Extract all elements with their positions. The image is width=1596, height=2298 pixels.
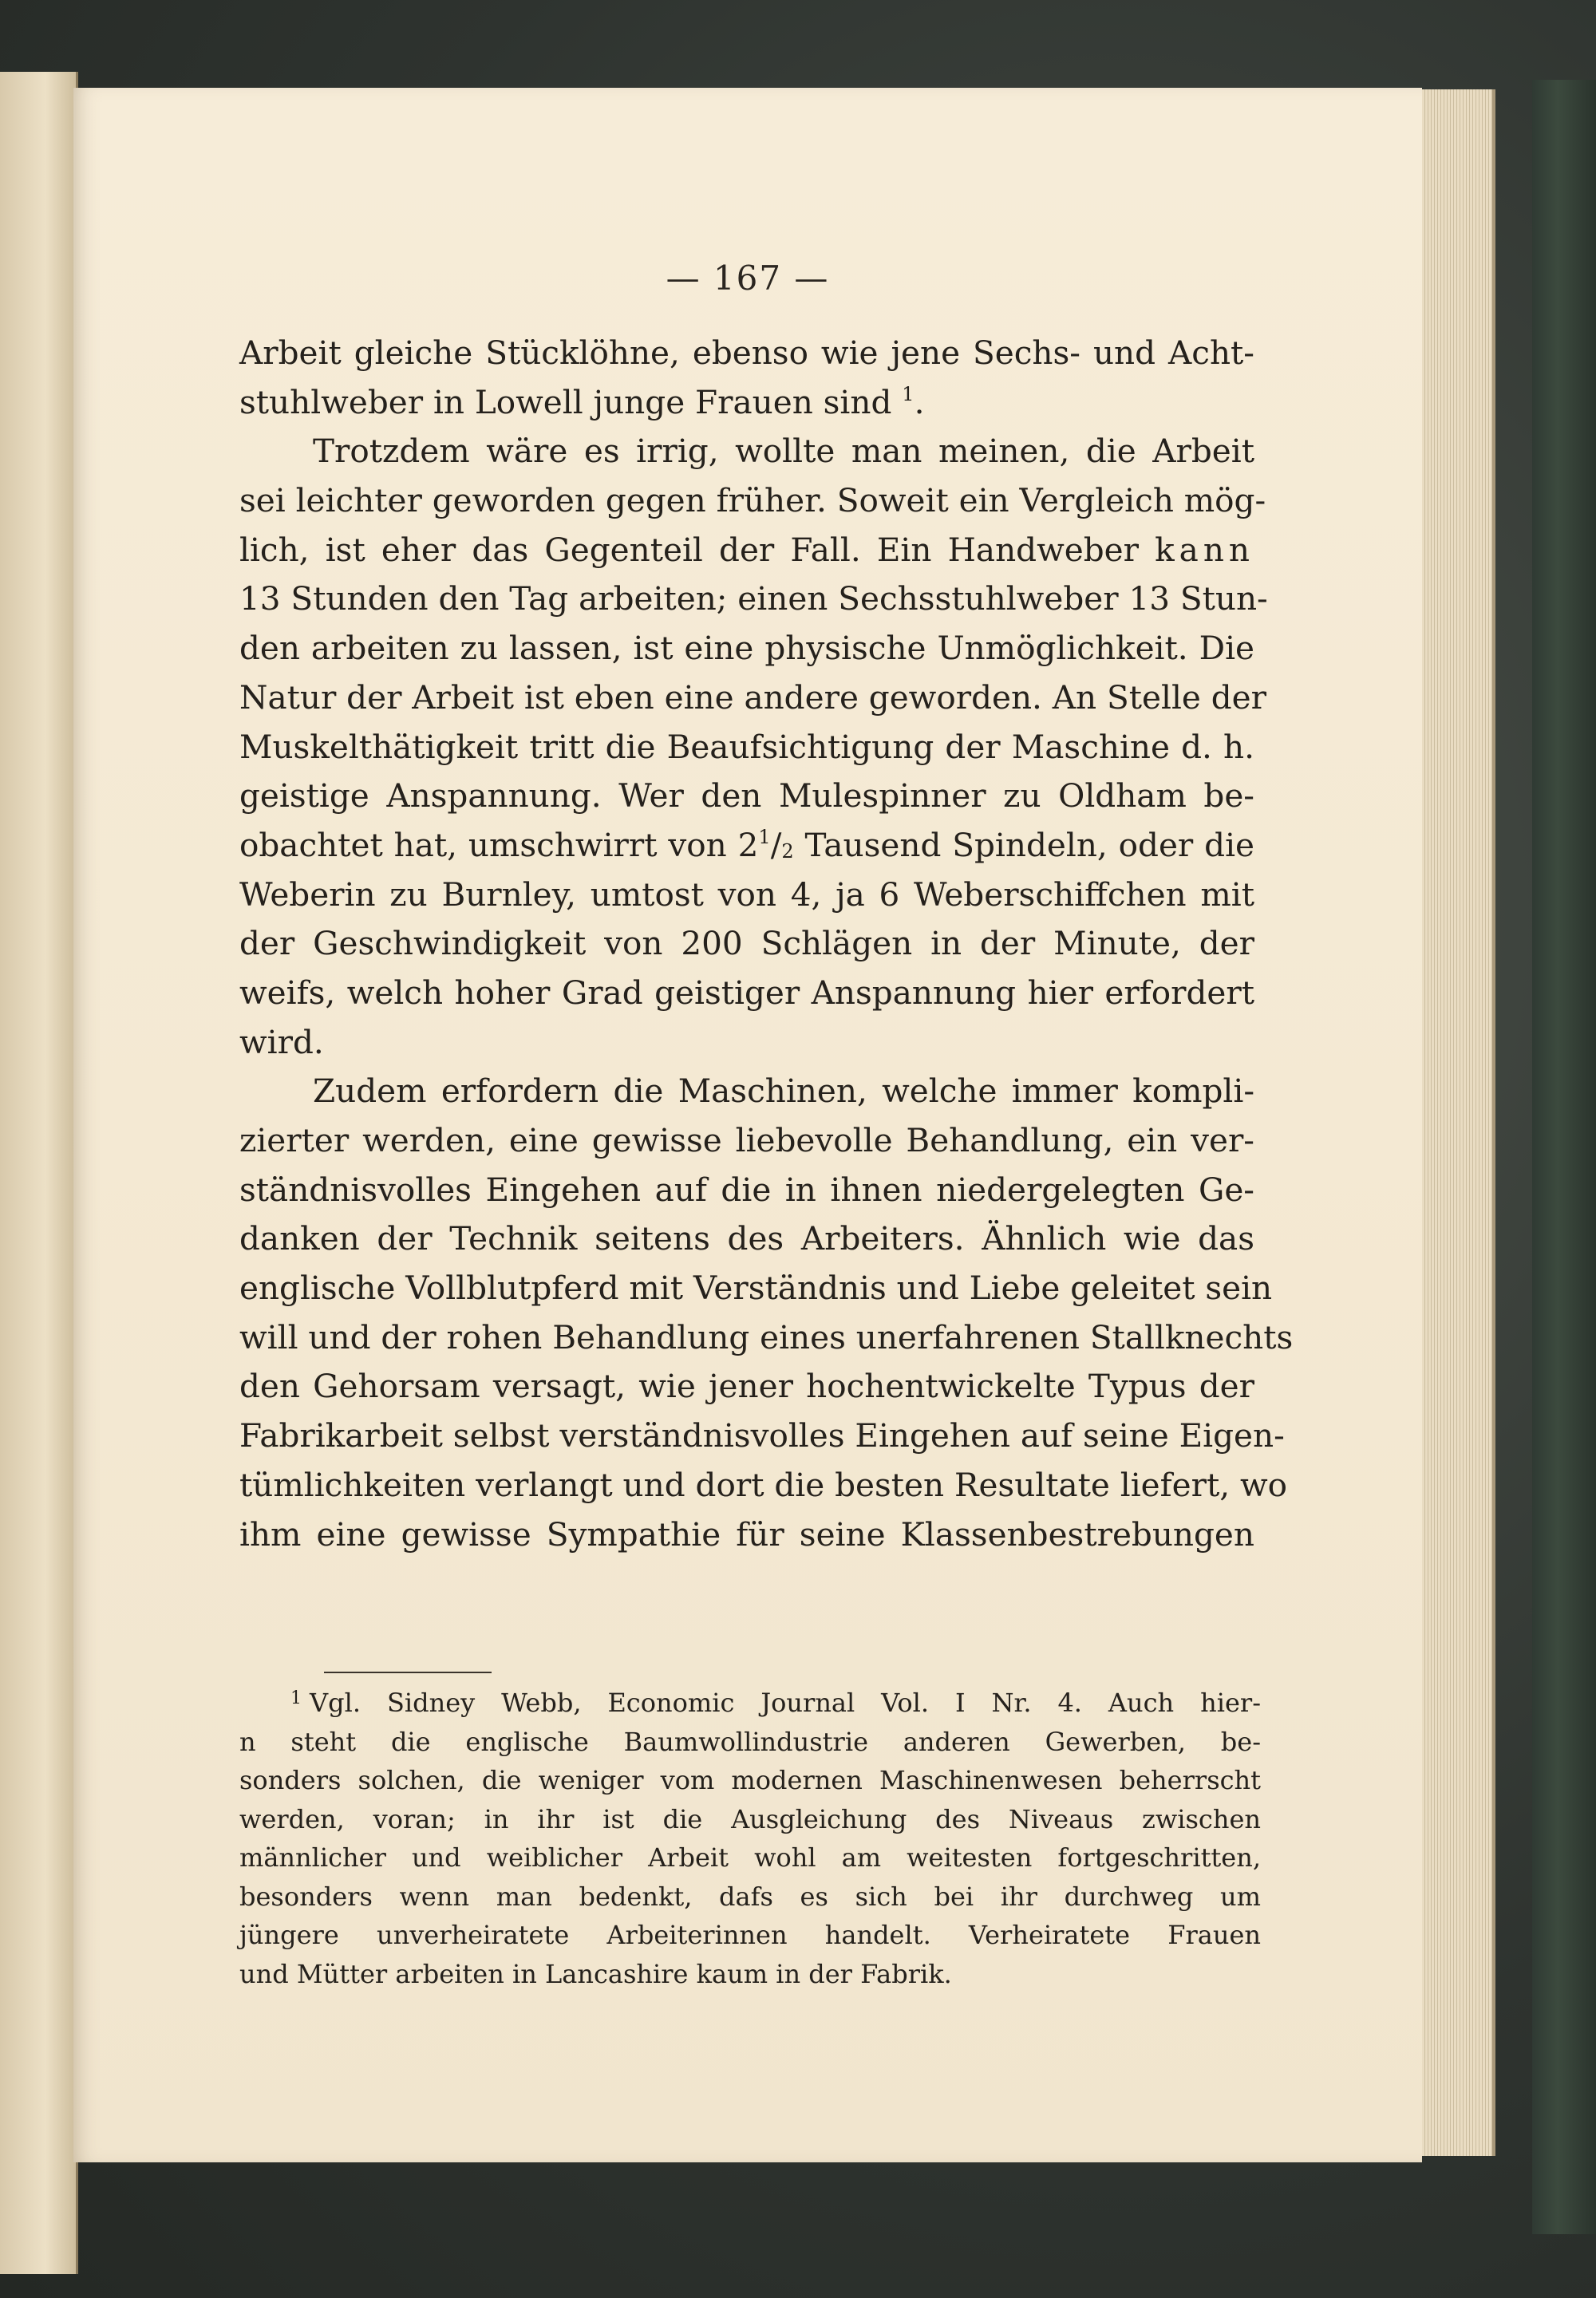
footnote-line-1 — [239, 1684, 1261, 1723]
body-line-5 — [239, 526, 1254, 575]
body-line-9: Muskelthätigkeit tritt die Beaufsichtigung der Maschine d. h. — [239, 727, 1254, 766]
footnote-line-4: werden, voran; in ihr ist die Ausgleichung des Niveaus zwischen — [239, 1803, 1261, 1834]
footnote-mark: 1 — [290, 1688, 302, 1708]
fraction-slash: / — [770, 825, 782, 864]
body-line-11 — [239, 821, 1254, 871]
book-cover-edge — [1532, 80, 1596, 2234]
footnote-line-8: und Mütter arbeiten in Lancashire kaum in der Fabrik. — [239, 1958, 952, 1989]
body-line-6: 13 Stunden den Tag arbeiten; einen Sechsstuhlweber 13 Stun- — [239, 579, 1268, 618]
body-line-8: Natur der Arbeit ist eben eine andere geworden. An Stelle der — [239, 677, 1267, 717]
body-line-7: den arbeiten zu lassen, ist eine physische Unmöglichkeit. Die — [239, 629, 1254, 668]
footnote-line-5: männlicher und weiblicher Arbeit wohl am weitesten fortgeschritten, — [239, 1842, 1261, 1873]
body-line-21: will und der rohen Behandlung eines unerfahrenen Stallknechts — [239, 1317, 1294, 1356]
body-line-17: zierter werden, eine gewisse liebevolle Behandlung, ein ver- — [239, 1121, 1254, 1159]
body-line-19: danken der Technik seitens des Arbeiters. Ähnlich wie das — [239, 1219, 1254, 1258]
body-line-18: ständnisvolles Eingehen auf die in ihnen niedergelegten Ge- — [239, 1170, 1254, 1209]
body-line-15: wird. — [239, 1022, 324, 1061]
body-text — [239, 329, 1294, 1559]
footnote-line-2: n steht die englische Baumwollindustrie anderen Gewerben, be- — [239, 1726, 1261, 1757]
body-line-1: Arbeit gleiche Stücklöhne, ebenso wie jene Sechs- und Acht- — [239, 334, 1254, 372]
spaced-word: kann — [1155, 530, 1254, 569]
body-line-10: geistige Anspannung. Wer den Mulespinner zu Oldham be- — [239, 776, 1254, 815]
body-line-4: sei leichter geworden gegen früher. Soweit ein Vergleich mög- — [239, 481, 1266, 520]
body-line-5-text: lich, ist eher das Gegenteil der Fall. Ein Handweber — [239, 530, 1139, 569]
footnote-line-3: sonders solchen, die weniger vom modernen Maschinenwesen beherrscht — [239, 1765, 1261, 1795]
footnote-divider — [324, 1672, 492, 1673]
body-line-11-start: obachtet hat, umschwirrt von — [239, 825, 727, 864]
body-line-22: den Gehorsam versagt, wie jener hochentwickelte Typus der — [239, 1367, 1254, 1406]
book-page — [73, 88, 1422, 2162]
footnote-line-7: jüngere unverheiratete Arbeiterinnen handelt. Verheiratete Frauen — [239, 1920, 1261, 1950]
fraction — [738, 826, 794, 864]
page-edges-stack — [1412, 89, 1495, 2156]
body-line-13: der Geschwindigkeit von 200 Schlägen in der Minute, der — [239, 924, 1254, 963]
footnote-ref: 1 — [902, 382, 915, 405]
footnote-line-1-text: Vgl. Sidney Webb, Economic Journal Vol. I Nr. 4. Auch hier- — [310, 1688, 1261, 1718]
body-line-2-period: . — [914, 382, 925, 421]
body-line-2-text: stuhlweber in Lowell junge Frauen sind — [239, 382, 892, 421]
fraction-whole: 2 — [737, 825, 759, 864]
body-line-16: Zudem erfordern die Maschinen, welche immer kompli- — [313, 1072, 1254, 1111]
body-line-2 — [239, 378, 1254, 428]
page-number-header: — 167 — — [666, 259, 830, 298]
body-line-12: Weberin zu Burnley, umtost von 4, ja 6 Weberschiffchen mit — [239, 875, 1254, 914]
footnotes — [239, 1684, 1261, 1993]
body-line-11-end: Tausend Spindeln, oder die — [804, 825, 1255, 864]
fraction-numerator: 1 — [758, 825, 771, 848]
body-line-23: Fabrikarbeit selbst verständnisvolles Eingehen auf seine Eigen- — [239, 1416, 1285, 1455]
body-line-25: ihm eine gewisse Sympathie für seine Klassenbestrebungen — [239, 1514, 1254, 1554]
body-line-24: tümlichkeiten verlangt und dort die besten Resultate liefert, wo — [239, 1465, 1288, 1504]
body-line-20: englische Vollblutpferd mit Verständnis und Liebe geleitet sein — [239, 1269, 1273, 1308]
facing-page-edge — [0, 72, 78, 2274]
body-line-14: weifs, welch hoher Grad geistiger Anspannung hier erfordert — [239, 973, 1254, 1012]
fraction-denominator: 2 — [781, 839, 794, 863]
body-line-3: Trotzdem wäre es irrig, wollte man meinen, die Arbeit — [313, 432, 1254, 471]
footnote-line-6: besonders wenn man bedenkt, dafs es sich bei ihr durchweg um — [239, 1881, 1261, 1912]
